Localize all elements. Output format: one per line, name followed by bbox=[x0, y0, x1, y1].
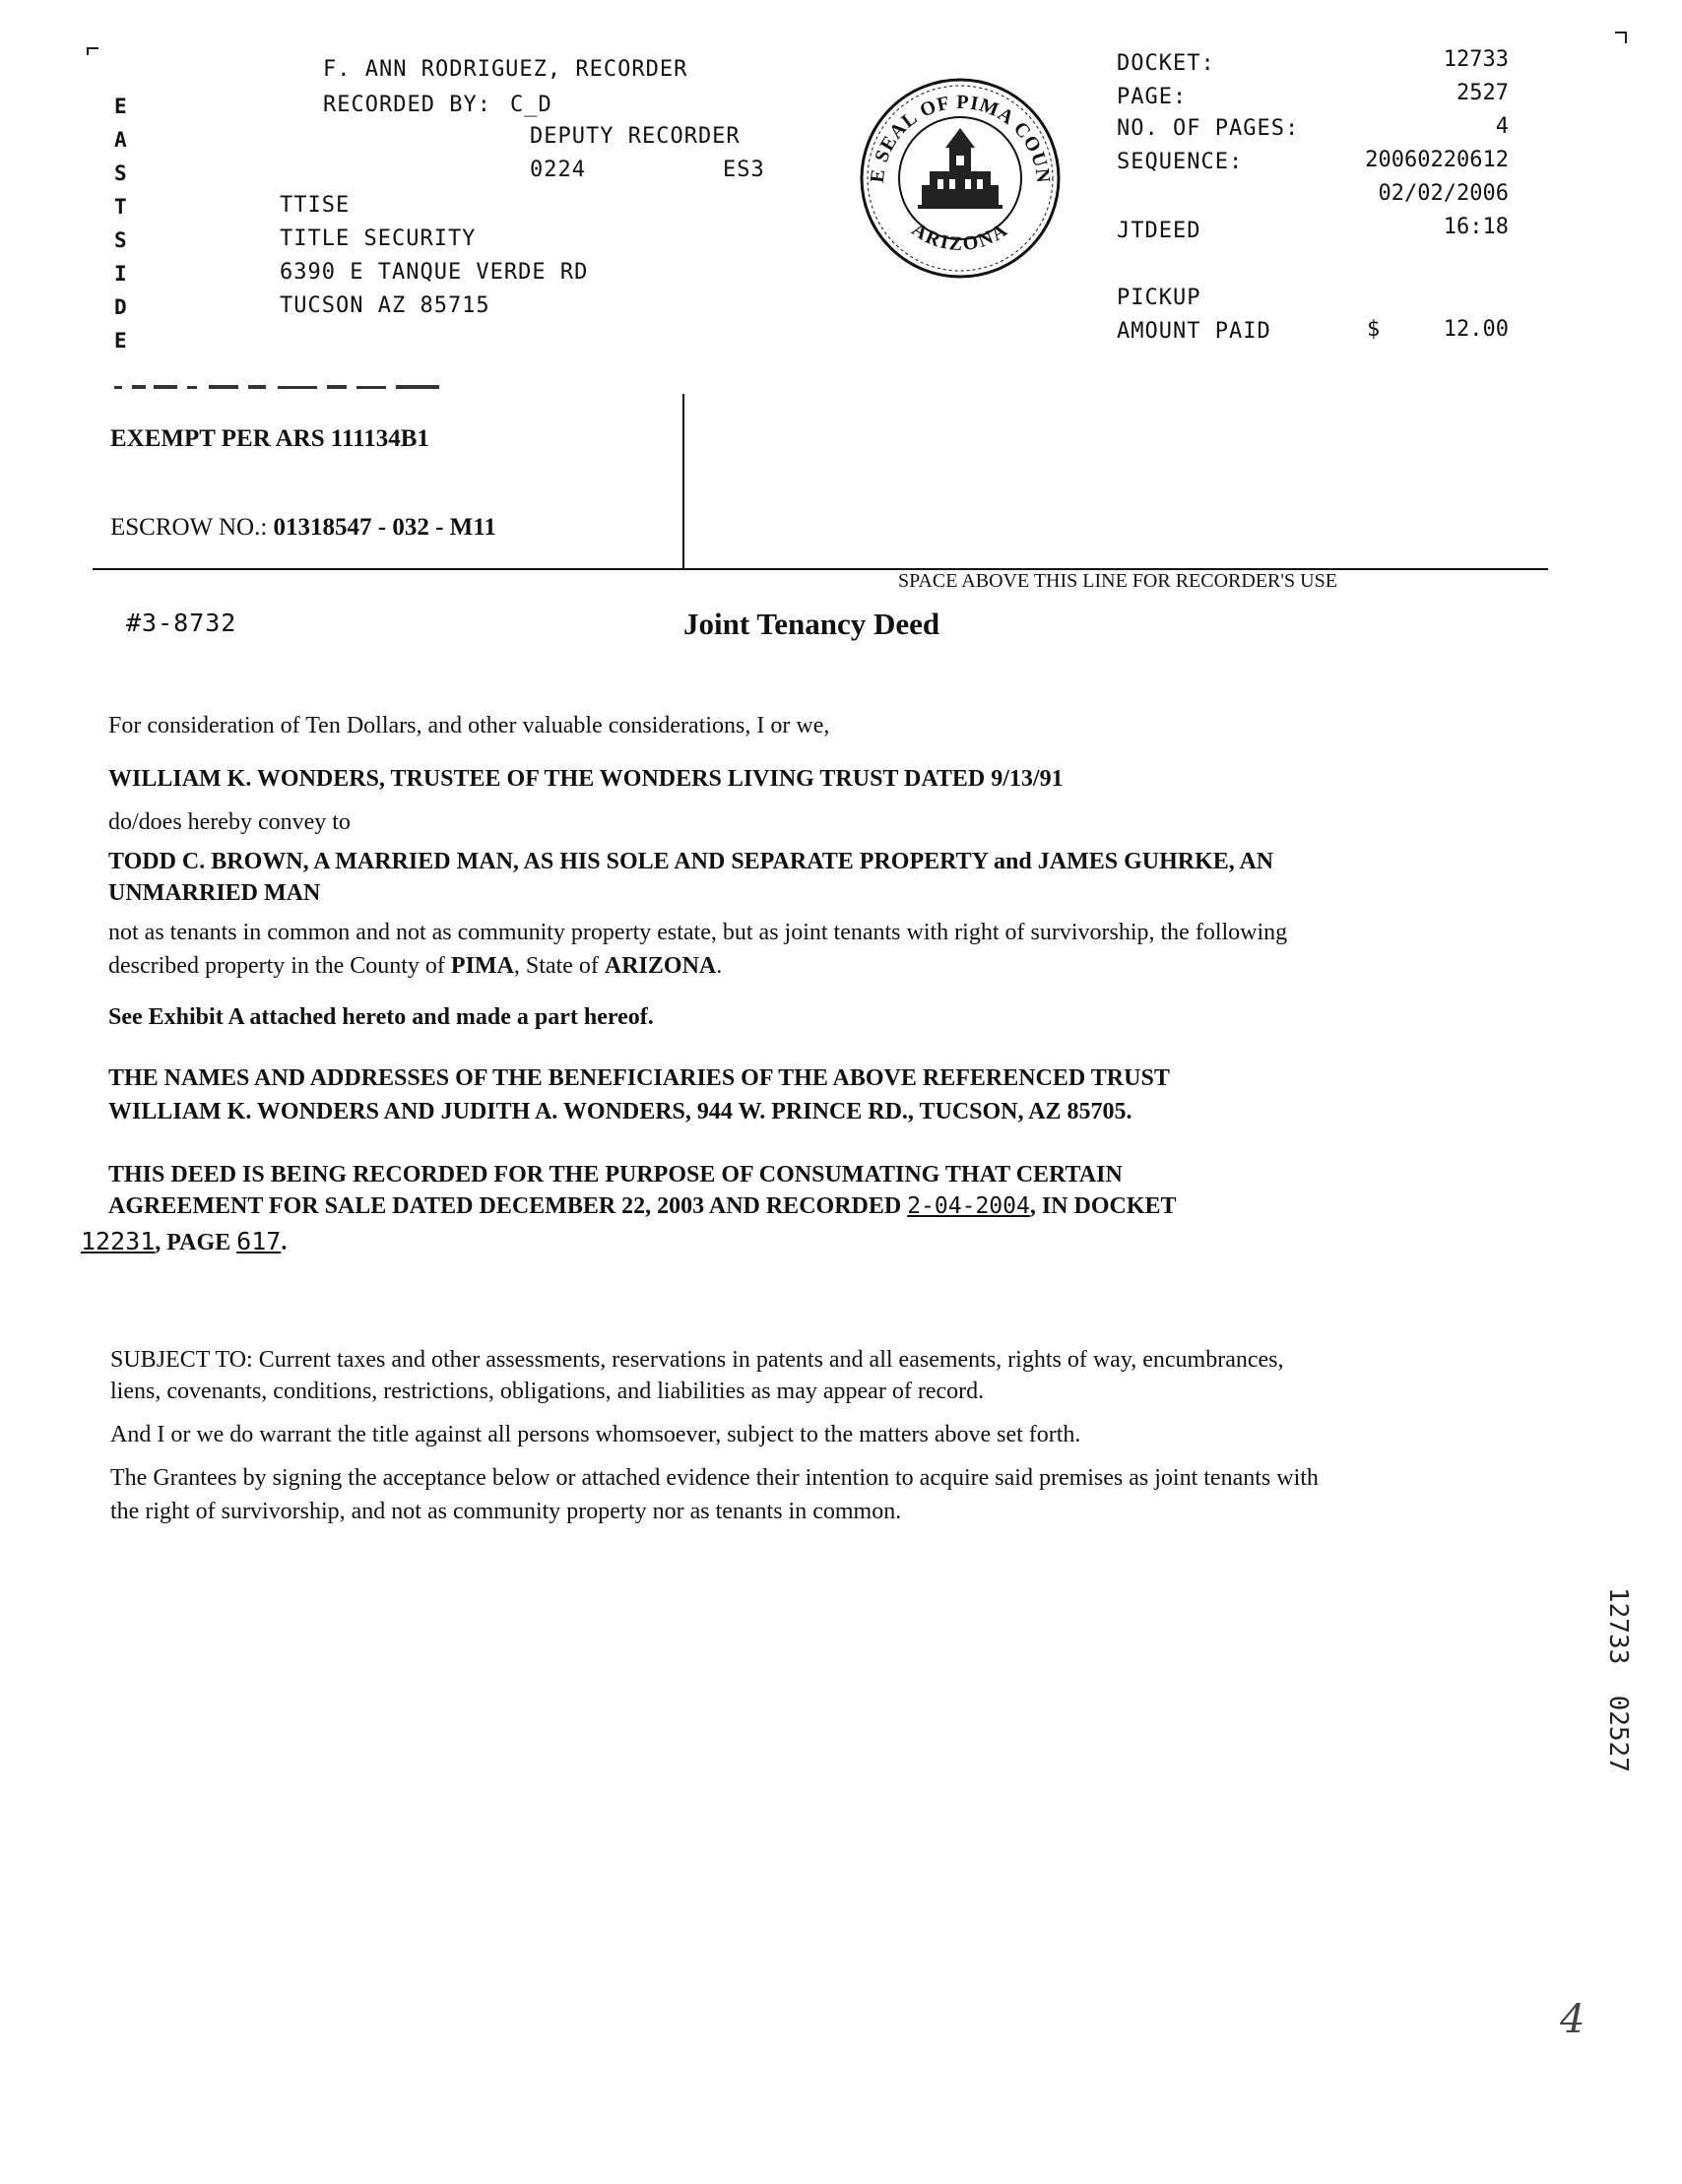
escrow-value: 01318547 - 032 - M11 bbox=[273, 514, 496, 541]
page-value: 2527 bbox=[1456, 81, 1509, 105]
escrow-label: ESCROW NO.: bbox=[110, 514, 268, 541]
document-title: Joint Tenancy Deed bbox=[683, 607, 940, 641]
beneficiaries-line: THE NAMES AND ADDRESSES OF THE BENEFICIARIES OF THE ABOVE REFERENCED TRUST bbox=[108, 1065, 1170, 1091]
pages-value: 4 bbox=[1495, 114, 1509, 139]
return-code: TTISE bbox=[280, 193, 351, 218]
tenancy-text: , State of bbox=[513, 953, 599, 979]
purpose-text: AGREEMENT FOR SALE DATED DECEMBER 22, 2003 AND RECORDED bbox=[108, 1193, 902, 1219]
recorded-date: 2-04-2004 bbox=[907, 1193, 1030, 1219]
return-city: TUCSON AZ 85715 bbox=[280, 293, 490, 318]
seal-bottom-text: ARIZONA bbox=[907, 218, 1013, 256]
side-letter: I bbox=[114, 262, 127, 286]
side-stamp-docket: 12733 bbox=[1603, 1587, 1633, 1665]
page-label: PAGE: bbox=[1117, 85, 1188, 109]
side-stamp bbox=[1603, 1587, 1633, 1772]
escrow-line bbox=[110, 514, 496, 542]
tenancy-text: described property in the County of bbox=[108, 953, 445, 979]
warrant-line: And I or we do warrant the title against all persons whomsoever, subject to the matters above set forth. bbox=[110, 1422, 1081, 1447]
grantees-line: the right of survivorship, and not as community property nor as tenants in common. bbox=[110, 1499, 902, 1524]
pickup-label: PICKUP bbox=[1117, 286, 1201, 310]
exhibit-note: See Exhibit A attached hereto and made a part hereof. bbox=[108, 1004, 654, 1030]
currency-symbol: $ bbox=[1367, 317, 1382, 342]
sequence-label: SEQUENCE: bbox=[1117, 150, 1244, 174]
seal-top-text: E SEAL OF PIMA COUN bbox=[866, 91, 1055, 185]
prior-page: 617 bbox=[236, 1227, 282, 1255]
grantor: WILLIAM K. WONDERS, TRUSTEE OF THE WONDERS LIVING TRUST DATED 9/13/91 bbox=[108, 766, 1064, 792]
recorder-code: 0224 bbox=[530, 158, 586, 182]
consideration: For consideration of Ten Dollars, and other valuable considerations, I or we, bbox=[108, 713, 830, 739]
beneficiaries-line: WILLIAM K. WONDERS AND JUDITH A. WONDERS, 944 W. PRINCE RD., TUCSON, AZ 85705. bbox=[108, 1099, 1132, 1124]
courthouse-icon bbox=[918, 128, 1003, 209]
side-letter: S bbox=[114, 228, 127, 252]
docket-label: DOCKET: bbox=[1117, 51, 1215, 76]
tenancy-line: not as tenants in common and not as community property estate, but as joint tenants with right of survivorship, the following bbox=[108, 920, 1288, 945]
subject-line: SUBJECT TO: Current taxes and other assessments, reservations in patents and all easements, rights of way, encumbrances, bbox=[110, 1347, 1284, 1373]
side-letter: S bbox=[114, 161, 127, 185]
exempt-line: EXEMPT PER ARS 111134B1 bbox=[110, 425, 429, 452]
pages-label: NO. OF PAGES: bbox=[1117, 116, 1300, 141]
recorded-by-label: RECORDED BY: bbox=[323, 93, 491, 117]
side-stamp-page: 02527 bbox=[1603, 1695, 1633, 1772]
record-time: 16:18 bbox=[1443, 215, 1509, 239]
purpose-text: , IN DOCKET bbox=[1029, 1193, 1177, 1219]
county-seal bbox=[859, 77, 1062, 280]
grantee-line: UNMARRIED MAN bbox=[108, 880, 321, 906]
recorder-use-note: SPACE ABOVE THIS LINE FOR RECORDER'S USE bbox=[898, 570, 1337, 592]
subject-line: liens, covenants, conditions, restrictions, obligations, and liabilities as may appear of record. bbox=[110, 1379, 985, 1404]
svg-text:ARIZONA bbox=[908, 219, 1012, 255]
docket-value: 12733 bbox=[1443, 47, 1509, 72]
tenancy-text: . bbox=[716, 953, 723, 979]
convey: do/does hereby convey to bbox=[108, 809, 351, 835]
deputy-recorder: DEPUTY RECORDER bbox=[530, 124, 741, 149]
cutoff-text-remnant bbox=[114, 378, 449, 384]
corner-mark-top-right bbox=[1615, 32, 1627, 43]
prior-docket: 12231 bbox=[81, 1227, 156, 1255]
handwritten-page-mark: 4 bbox=[1560, 1997, 1585, 2042]
amount-label: AMOUNT PAID bbox=[1117, 319, 1271, 344]
prior-docket-line: 12231, PAGE 617. bbox=[81, 1227, 288, 1255]
amount-value: 12.00 bbox=[1443, 317, 1509, 342]
state-name: ARIZONA bbox=[604, 953, 717, 979]
recorder-code: ES3 bbox=[723, 158, 765, 182]
purpose-line: THIS DEED IS BEING RECORDED FOR THE PURPOSE OF CONSUMATING THAT CERTAIN bbox=[108, 1162, 1123, 1188]
recorder-divider bbox=[682, 394, 684, 569]
purpose-line bbox=[108, 1189, 1177, 1223]
file-number: #3-8732 bbox=[126, 609, 237, 637]
county-name: PIMA bbox=[450, 953, 514, 979]
side-letter: A bbox=[114, 128, 127, 152]
return-street: 6390 E TANQUE VERDE RD bbox=[280, 260, 589, 285]
page-text: , PAGE bbox=[155, 1230, 231, 1255]
return-company: TITLE SECURITY bbox=[280, 226, 477, 251]
doc-type: JTDEED bbox=[1117, 219, 1201, 243]
sequence-value: 20060220612 bbox=[1365, 148, 1509, 172]
corner-mark-top-left bbox=[87, 47, 98, 55]
grantee-line: TODD C. BROWN, A MARRIED MAN, AS HIS SOLE AND SEPARATE PROPERTY and JAMES GUHRKE, AN bbox=[108, 849, 1274, 874]
side-letter: E bbox=[114, 329, 127, 353]
side-letter: D bbox=[114, 295, 127, 319]
side-letter: E bbox=[114, 95, 127, 118]
tenancy-line bbox=[108, 949, 722, 983]
record-date: 02/02/2006 bbox=[1378, 181, 1509, 206]
side-letter: T bbox=[114, 195, 127, 219]
recorded-by-value: C_D bbox=[510, 93, 552, 117]
grantees-line: The Grantees by signing the acceptance below or attached evidence their intention to acquire said premises as joint tenants with bbox=[110, 1465, 1319, 1491]
recorder-name: F. ANN RODRIGUEZ, RECORDER bbox=[323, 57, 688, 82]
